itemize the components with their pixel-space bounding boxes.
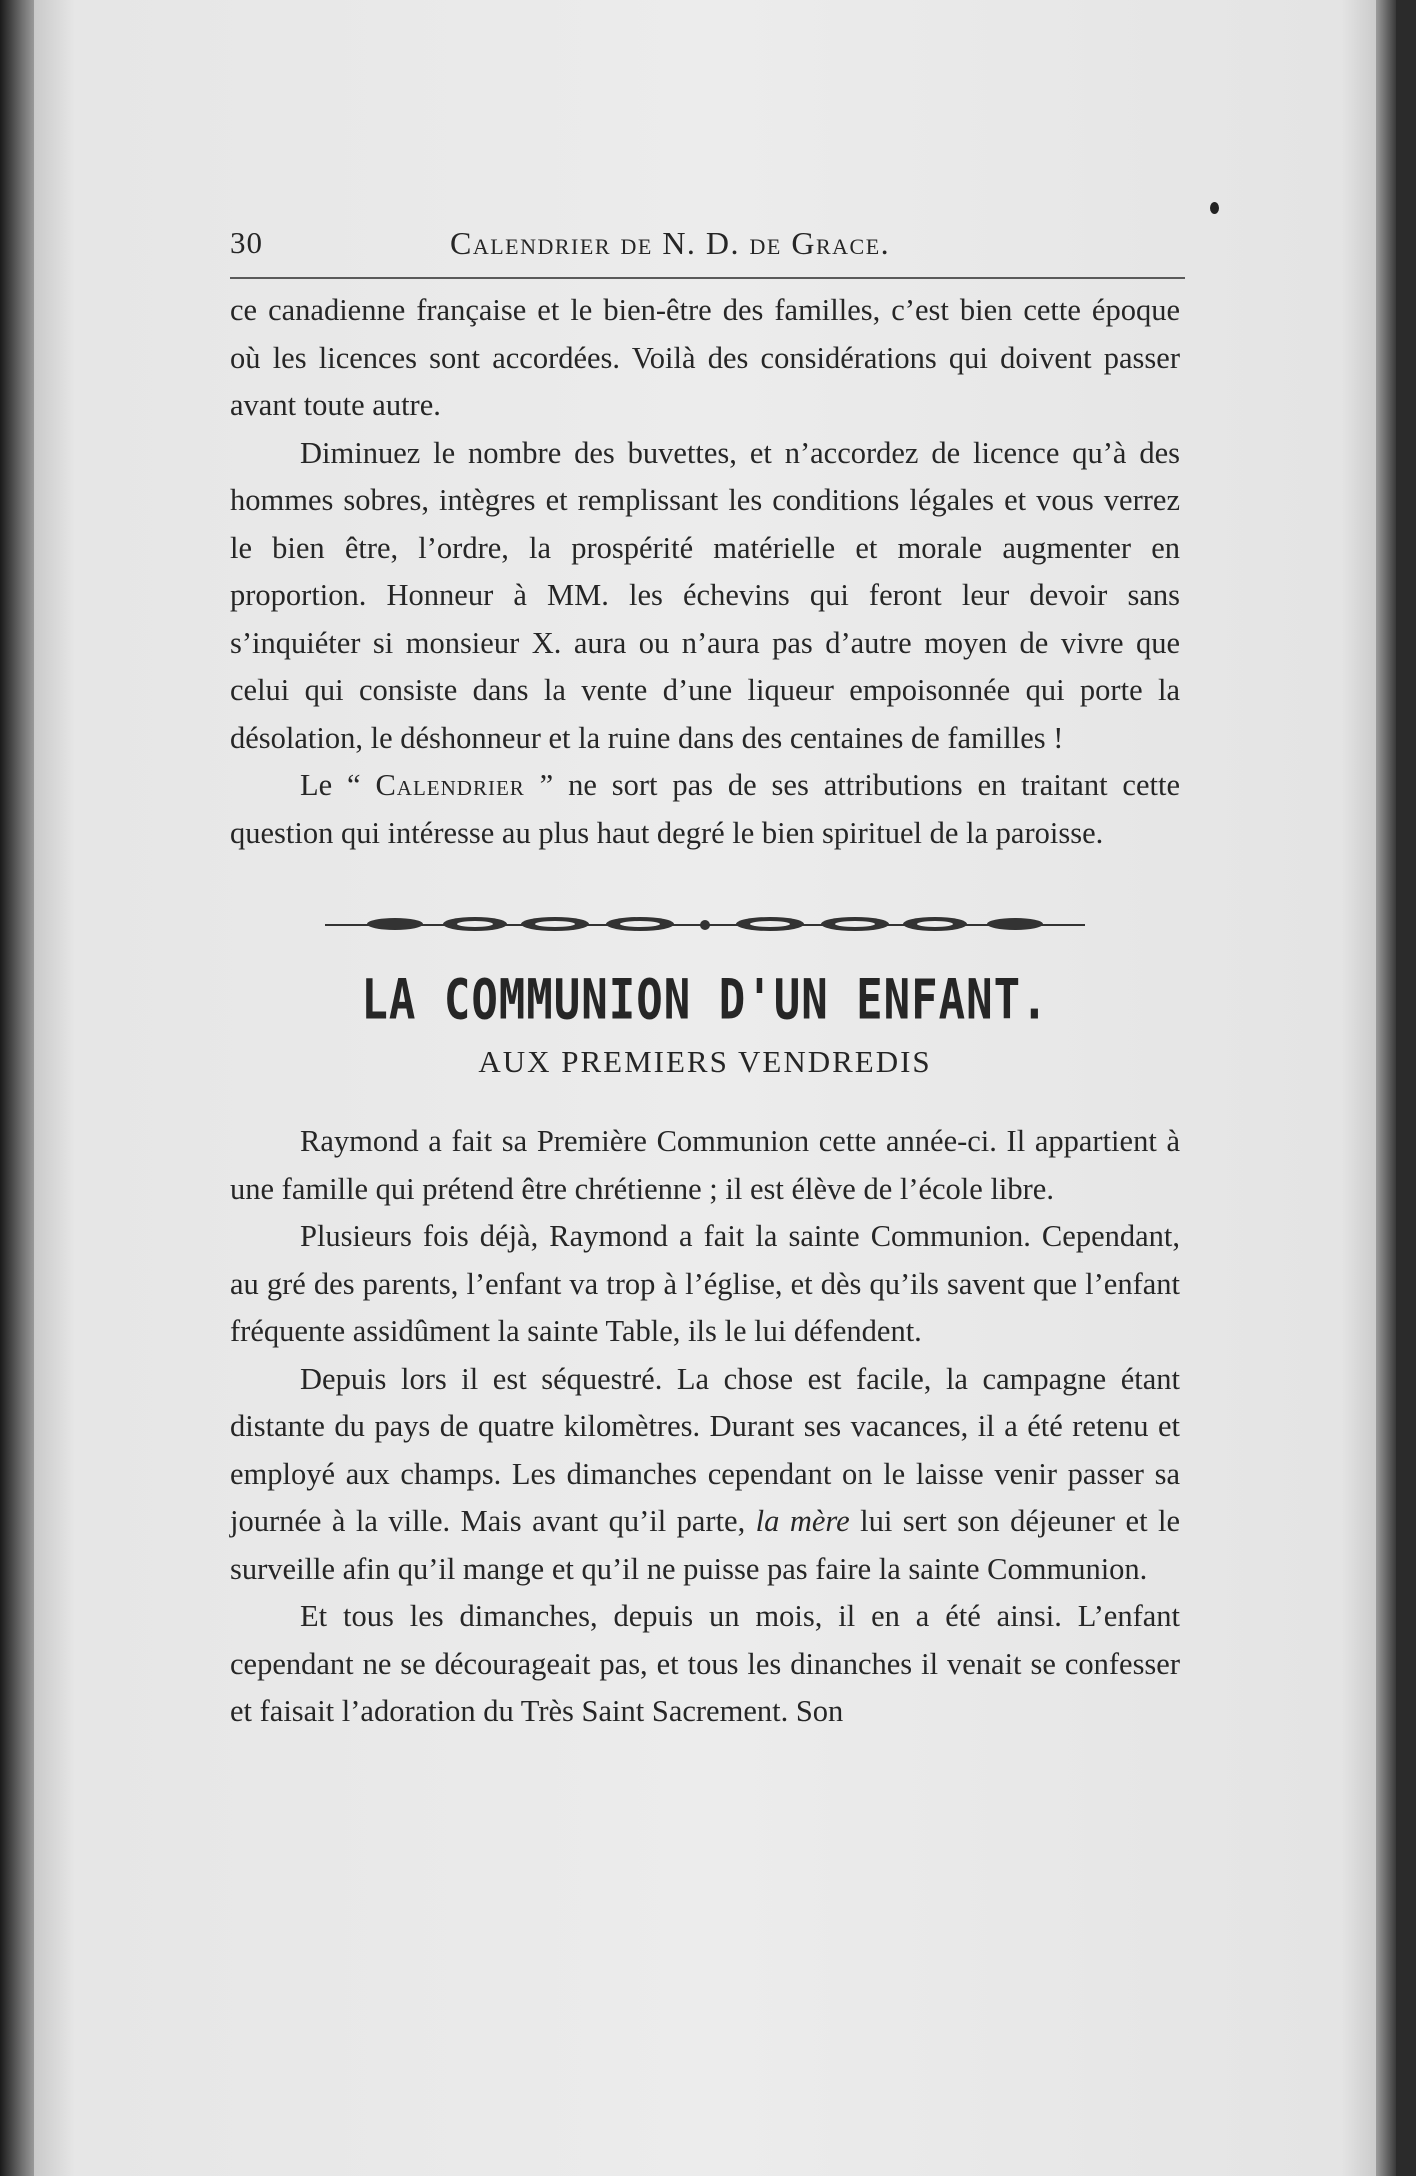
header-rule bbox=[230, 277, 1185, 279]
paragraph-3: Le “ Calendrier ” ne sort pas de ses attributions en traitant cette question qui intéresse au plus haut degré le bien spirituel de la paroisse. bbox=[230, 768, 1180, 850]
section-subtitle: AUX PREMIERS VENDREDIS bbox=[478, 1044, 932, 1079]
page-number: 30 bbox=[230, 225, 263, 260]
paragraph-1: ce canadienne française et le bien-être des familles, c’est bien cette époque où les licences sont accordées. Voilà des considérations qui doivent passer avant toute autre. bbox=[230, 293, 1180, 422]
page-content bbox=[230, 225, 1180, 1736]
calendrier-smallcaps: Calendrier bbox=[375, 768, 525, 802]
section-title: LA COMMUNION D'UN ENFANT. bbox=[361, 968, 1049, 1033]
ornamental-divider bbox=[325, 915, 1085, 935]
running-head bbox=[230, 225, 1180, 273]
paragraph-6: Depuis lors il est séquestré. La chose est facile, la campagne étant distante du pays de quatre kilomètres. Durant ses vacances, il a été retenu et employé aux champs. Les dimanches cependant on le laisse venir passer sa journée à la ville. Mais avant qu’il parte, la mère lui sert son déjeuner et le surveille afin qu’il mange et qu’il ne puisse pas faire la sainte Communion. bbox=[230, 1361, 1181, 1586]
la-mere-italic: la mère bbox=[755, 1504, 850, 1538]
paragraph-5: Plusieurs fois déjà, Raymond a fait la sainte Communion. Cependant, au gré des parents, l’enfant va trop à l’église, et dès qu’ils savent que l’enfant fréquente assidûment la sainte Table, ils le lui défendent. bbox=[230, 1219, 1180, 1348]
page-edge-shadow bbox=[1376, 0, 1396, 2176]
book-spine bbox=[0, 0, 34, 2176]
paragraph-2: Diminuez le nombre des buvettes, et n’accordez de licence qu’à des hommes sobres, intègres et remplissant les conditions légales et vous verrez le bien être, l’ordre, la prospérité matérielle et morale augmenter en proportion. Honneur à MM. les échevins qui feront leur devoir sans s’inquiéter si monsieur X. aura ou n’aura pas d’autre moyen de vivre que celui qui consiste dans la vente d’une liqueur empoisonnée qui porte la désolation, le déshonneur et la ruine dans des centaines de familles ! bbox=[230, 435, 1180, 755]
paragraph-7: Et tous les dimanches, depuis un mois, il en a été ainsi. L’enfant cependant ne se décourageait pas, et tous les dinanches il venait se confesser et faisait l’adoration du Très Saint Sacrement. Son bbox=[230, 1599, 1180, 1728]
paragraph-4: Raymond a fait sa Première Communion cette année-ci. Il appartient à une famille qui prétend être chrétienne ; il est élève de l’école libre. bbox=[230, 1124, 1180, 1206]
running-title: Calendrier de N. D. de Grace. bbox=[450, 225, 891, 261]
ink-spot bbox=[1210, 202, 1219, 214]
